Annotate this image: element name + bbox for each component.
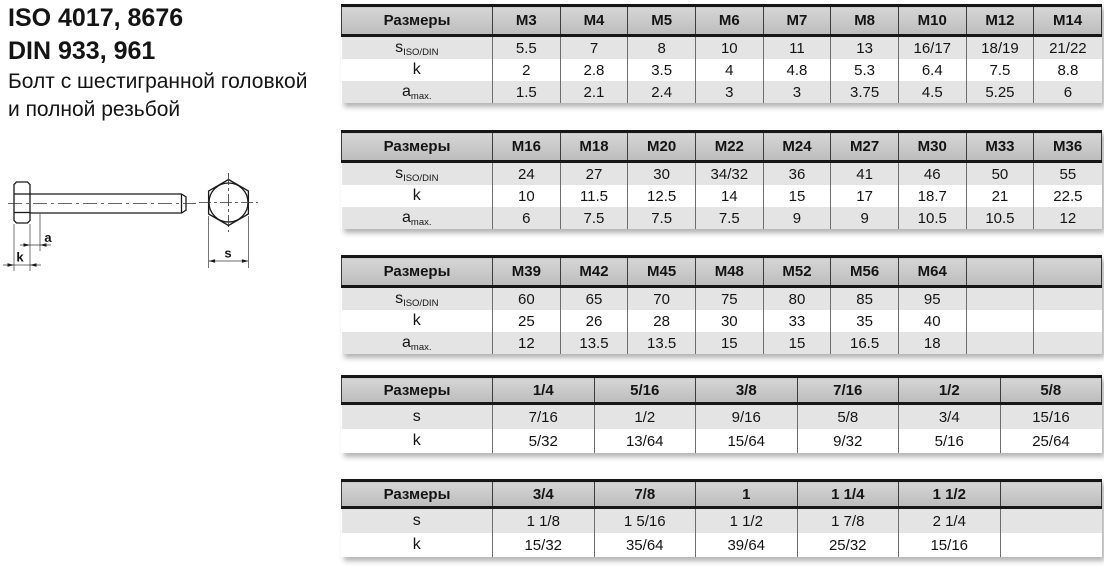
dimension-value-cell: 35/64 [594,533,696,557]
dimension-value-cell: 13 [831,36,899,60]
dimension-value-cell: 40 [898,310,966,332]
size-column-header: M3 [493,6,561,36]
table-row [342,429,1102,453]
dimension-value-cell: 21/22 [1034,36,1102,60]
size-column-header [966,257,1034,287]
dimension-row-label: s [342,508,493,534]
dimension-row-label: $a_{max.}$ [342,81,493,103]
dimension-value-cell: 2 [493,59,561,81]
dimension-value-cell: 15/64 [696,429,798,453]
size-label-header: Размеры [342,6,493,36]
dimension-value-cell: 9 [763,207,831,229]
size-column-header: M24 [763,132,831,162]
dimension-value-cell: 5.3 [831,59,899,81]
dimension-value-cell: 5/8 [797,404,899,430]
size-column-header: 1 1/2 [899,481,1001,508]
dimension-value-cell: 17 [831,185,899,207]
table-row [342,508,1102,534]
dimension-row-label: s [342,404,493,430]
dimension-value-cell: 16.5 [831,332,899,354]
dimension-value-cell [1000,508,1102,534]
dimension-k [3,250,41,267]
size-column-header: 1/2 [899,377,1001,404]
size-label-header: Размеры [342,257,493,287]
standard-iso-title: ISO 4017, 8676 [8,4,184,32]
size-column-header: M64 [898,257,966,287]
dimension-value-cell: 95 [898,287,966,311]
size-column-header: 5/8 [1000,377,1102,404]
dimension-value-cell: 7/16 [493,404,595,430]
dimension-value-cell: 12 [493,332,561,354]
size-column-header: 3/8 [696,377,798,404]
size-column-header: 1/4 [493,377,595,404]
dimension-table-3 [341,255,1102,354]
dimension-value-cell: 30 [628,162,696,186]
dimension-value-cell: 80 [763,287,831,311]
dimension-value-cell: 39/64 [696,533,798,557]
table-row [342,332,1102,354]
dimension-value-cell: 21 [966,185,1034,207]
dimension-value-cell: 3 [695,81,763,103]
dimension-value-cell: 60 [493,287,561,311]
size-column-header: M14 [1034,6,1102,36]
size-column-header: 1 [696,481,798,508]
dimension-k-label: k [16,249,24,265]
dimension-value-cell: 1 1/8 [493,508,595,534]
size-column-header: M20 [628,132,696,162]
dimension-value-cell: 5/16 [899,429,1001,453]
dimension-row-label: $a_{max.}$ [342,332,493,354]
product-description-line2: и полной резьбой [8,98,181,121]
dimension-value-cell: 13.5 [560,332,628,354]
dimension-value-cell: 33 [763,310,831,332]
table-header-row [342,132,1102,162]
dimension-value-cell: 18 [898,332,966,354]
size-column-header: M45 [628,257,696,287]
dimension-value-cell: 11.5 [560,185,628,207]
dimension-value-cell: 3/4 [899,404,1001,430]
dimension-value-cell: 36 [763,162,831,186]
dimension-value-cell: 6 [1034,81,1102,103]
size-column-header: 7/8 [594,481,696,508]
dimension-value-cell: 10.5 [898,207,966,229]
table-row [342,533,1102,557]
dimension-value-cell: 12.5 [628,185,696,207]
dimension-s-label: s [224,245,232,261]
size-label-header: Размеры [342,377,493,404]
dimension-value-cell: 18.7 [898,185,966,207]
dimension-value-cell: 1 1/2 [696,508,798,534]
dimension-value-cell: 13.5 [628,332,696,354]
dimension-value-cell: 1/2 [594,404,696,430]
dimension-value-cell: 85 [831,287,899,311]
dimension-value-cell: 6.4 [898,59,966,81]
size-column-header: M36 [1034,132,1102,162]
dimension-row-label: k [342,533,493,557]
table-row [342,310,1102,332]
size-column-header: M7 [763,6,831,36]
size-column-header: 5/16 [594,377,696,404]
table-row [342,81,1102,103]
size-column-header: M39 [493,257,561,287]
dimension-value-cell: 35 [831,310,899,332]
dimension-value-cell: 15/16 [1000,404,1102,430]
dimension-value-cell: 11 [763,36,831,60]
dimension-value-cell: 12 [1034,207,1102,229]
dimension-value-cell: 70 [628,287,696,311]
dimension-value-cell: 25/64 [1000,429,1102,453]
table-row [342,185,1102,207]
standard-din-title: DIN 933, 961 [8,37,156,65]
size-column-header: M12 [966,6,1034,36]
size-column-header: M5 [628,6,696,36]
dimension-value-cell: 1 5/16 [594,508,696,534]
dimension-value-cell: 26 [560,310,628,332]
dimension-value-cell: 7.5 [560,207,628,229]
bolt-technical-drawing [0,168,280,278]
dimension-value-cell: 30 [695,310,763,332]
dimension-value-cell: 28 [628,310,696,332]
dimension-value-cell: 9/16 [696,404,798,430]
bolt-head-outline [14,182,30,223]
dimension-row-label: $s_{ISO/DIN}$ [342,36,493,60]
dimension-value-cell: 46 [898,162,966,186]
bolt-side-view [3,182,196,271]
table-row [342,287,1102,311]
dimension-value-cell: 3.5 [628,59,696,81]
dimension-value-cell: 75 [695,287,763,311]
dimension-row-label: $s_{ISO/DIN}$ [342,287,493,311]
dimension-value-cell [1000,533,1102,557]
table-row [342,59,1102,81]
dimension-value-cell: 41 [831,162,899,186]
table-header-row [342,6,1102,36]
size-column-header: M33 [966,132,1034,162]
dimension-value-cell: 5.5 [493,36,561,60]
size-column-header: M22 [695,132,763,162]
dimension-value-cell: 4.8 [763,59,831,81]
dimension-value-cell: 9 [831,207,899,229]
dimension-value-cell: 27 [560,162,628,186]
dimension-value-cell: 7.5 [966,59,1034,81]
dimension-row-label: $s_{ISO/DIN}$ [342,162,493,186]
dimension-value-cell: 16/17 [898,36,966,60]
size-column-header: 3/4 [493,481,595,508]
dimension-table-4 [341,375,1102,453]
dimension-row-label: $a_{max.}$ [342,207,493,229]
size-column-header: 7/16 [797,377,899,404]
dimension-value-cell: 25 [493,310,561,332]
size-column-header: M30 [898,132,966,162]
dimension-value-cell: 15 [763,185,831,207]
dimension-value-cell: 18/19 [966,36,1034,60]
dimension-value-cell: 2 1/4 [899,508,1001,534]
dimension-table-1 [341,4,1102,103]
size-column-header: M18 [560,132,628,162]
table-header-row [342,257,1102,287]
table-row [342,207,1102,229]
dimension-value-cell: 8 [628,36,696,60]
dimension-value-cell: 1.5 [493,81,561,103]
dimension-value-cell [966,310,1034,332]
dimension-value-cell: 65 [560,287,628,311]
product-description-line1: Болт с шестигранной головкой [8,70,308,93]
size-column-header: M48 [695,257,763,287]
table-header-row [342,481,1102,508]
dimension-value-cell: 8.8 [1034,59,1102,81]
dimension-value-cell: 50 [966,162,1034,186]
dimension-value-cell: 10 [493,185,561,207]
bolt-end-view [199,173,258,268]
dimension-row-label: k [342,59,493,81]
dimension-value-cell: 55 [1034,162,1102,186]
dimension-value-cell [1034,310,1102,332]
dimension-value-cell: 25/32 [797,533,899,557]
size-column-header: M42 [560,257,628,287]
size-column-header: M27 [831,132,899,162]
dimension-value-cell: 2.4 [628,81,696,103]
dimension-table-2 [341,130,1102,229]
size-column-header: M52 [763,257,831,287]
dimension-value-cell: 15 [695,332,763,354]
dimension-value-cell: 5/32 [493,429,595,453]
size-column-header: M10 [898,6,966,36]
size-column-header: 1 1/4 [797,481,899,508]
dimension-row-label: k [342,185,493,207]
dimension-value-cell: 3.75 [831,81,899,103]
dimension-value-cell: 10.5 [966,207,1034,229]
dimension-s [209,246,249,263]
dimension-value-cell: 3 [763,81,831,103]
dimension-value-cell [966,332,1034,354]
dimension-value-cell: 4.5 [898,81,966,103]
dimension-value-cell [1034,332,1102,354]
size-column-header: M4 [560,6,628,36]
dimension-value-cell: 1 7/8 [797,508,899,534]
dimension-value-cell: 2.1 [560,81,628,103]
title-block [8,2,338,124]
dimension-value-cell: 7.5 [628,207,696,229]
size-label-header: Размеры [342,481,493,508]
dimension-value-cell: 15 [763,332,831,354]
dimension-value-cell: 10 [695,36,763,60]
dimension-value-cell: 6 [493,207,561,229]
size-column-header: M56 [831,257,899,287]
dimension-value-cell: 5.25 [966,81,1034,103]
size-column-header: M16 [493,132,561,162]
dimension-value-cell: 22.5 [1034,185,1102,207]
size-column-header: M8 [831,6,899,36]
table-row [342,162,1102,186]
dimension-value-cell: 13/64 [594,429,696,453]
table-row [342,404,1102,430]
dimension-tables [341,4,1102,557]
dimension-value-cell: 14 [695,185,763,207]
size-column-header: M6 [695,6,763,36]
dimension-value-cell: 15/16 [899,533,1001,557]
dimension-value-cell: 7.5 [695,207,763,229]
dimension-a [20,230,52,247]
size-label-header: Размеры [342,132,493,162]
size-column-header [1034,257,1102,287]
dimension-value-cell: 2.8 [560,59,628,81]
dimension-row-label: k [342,310,493,332]
dimension-value-cell [1034,287,1102,311]
dimension-value-cell: 4 [695,59,763,81]
dimension-value-cell [966,287,1034,311]
dimension-row-label: k [342,429,493,453]
dimension-value-cell: 9/32 [797,429,899,453]
size-column-header [1000,481,1102,508]
dimension-a-label: a [44,230,52,245]
dimension-value-cell: 24 [493,162,561,186]
dimension-value-cell: 7 [560,36,628,60]
dimension-table-5 [341,479,1102,557]
dimension-value-cell: 15/32 [493,533,595,557]
dimension-value-cell: 34/32 [695,162,763,186]
table-row [342,36,1102,60]
table-header-row [342,377,1102,404]
